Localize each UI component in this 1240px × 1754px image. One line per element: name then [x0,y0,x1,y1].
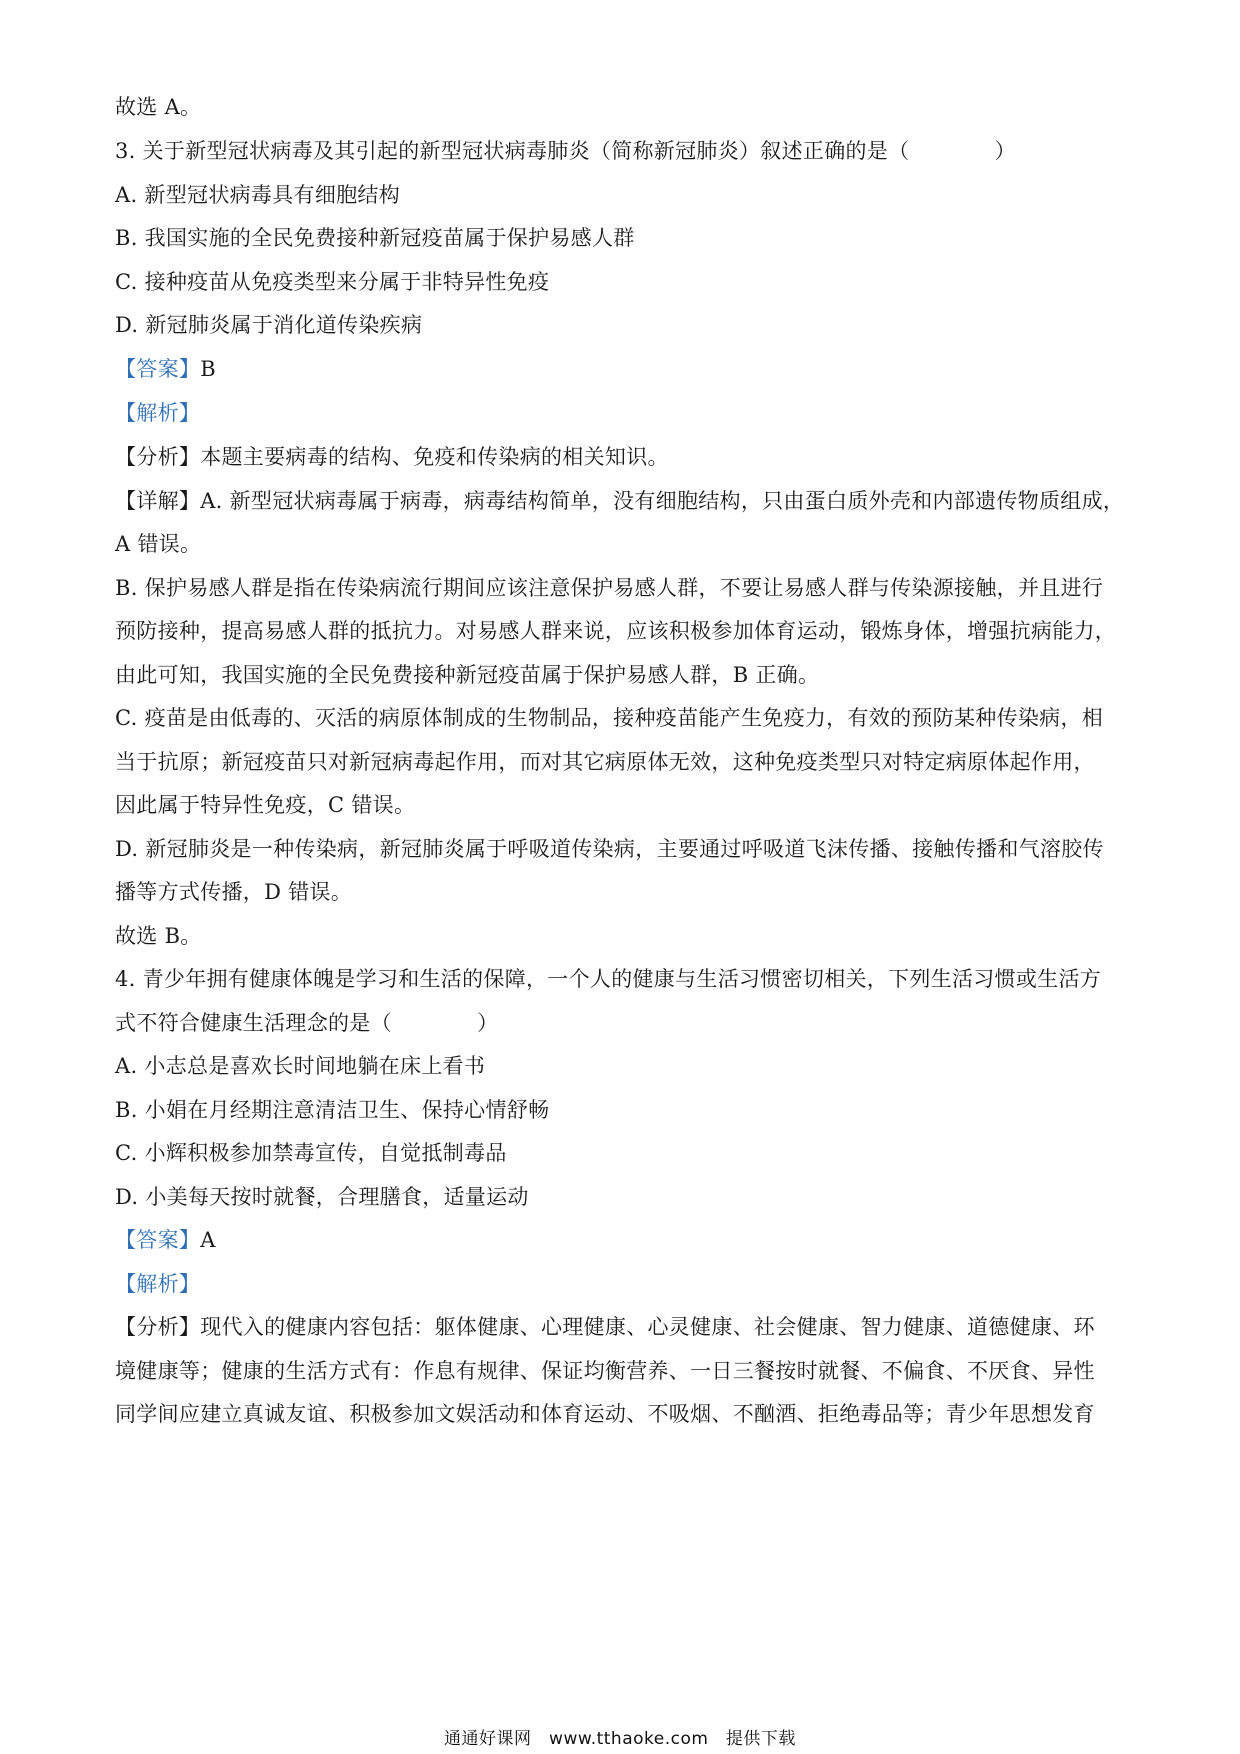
question-4-stem-cont: 式不符合健康生活理念的是（ ） [115,1011,499,1035]
text-line: 【分析】现代入的健康内容包括：躯体健康、心理健康、心灵健康、社会健康、智力健康、道德健康、环 [115,1315,1095,1339]
analysis-line [115,399,1135,427]
answer-tag: 【答案】 [115,1228,201,1252]
answer-tag: 【答案】 [115,357,201,381]
question-3-option-b: B. 我国实施的全民免费接种新冠疫苗属于保护易感人群 [115,226,635,250]
text-line: 故选 A。 [115,95,202,119]
answer-value: B [200,357,216,381]
question-3-option-c: C. 接种疫苗从免疫类型来分属于非特异性免疫 [115,270,550,294]
question-4-option-c: C. 小辉积极参加禁毒宣传，自觉抵制毒品 [115,1141,507,1165]
text-line: B. 保护易感人群是指在传染病流行期间应该注意保护易感人群，不要让易感人群与传染源接触，并且进行 [115,576,1104,600]
text-line: 因此属于特异性免疫，C 错误。 [115,793,416,817]
text-line: D. 新冠肺炎是一种传染病，新冠肺炎属于呼吸道传染病，主要通过呼吸道飞沫传播、接触传播和气溶胶传 [115,837,1104,861]
analysis-line [115,1270,1135,1298]
text-line: C. 疫苗是由低毒的、灭活的病原体制成的生物制品，接种疫苗能产生免疫力，有效的预防某种传染病，相 [115,706,1104,730]
question-3-option-d: D. 新冠肺炎属于消化道传染疾病 [115,313,423,337]
question-3-option-a: A. 新型冠状病毒具有细胞结构 [115,183,401,207]
answer-value: A [200,1228,216,1252]
question-4-option-a: A. 小志总是喜欢长时间地躺在床上看书 [115,1054,486,1078]
text-line: 预防接种，提高易感人群的抵抗力。对易感人群来说，应该积极参加体育运动，锻炼身体，增强抗病能力， [115,619,1117,643]
question-4-stem: 4. 青少年拥有健康体魄是学习和生活的保障，一个人的健康与生活习惯密切相关，下列生活习惯或生活方 [115,967,1102,991]
question-4-option-d: D. 小美每天按时就餐，合理膳食，适量运动 [115,1185,529,1209]
question-3-stem: 3. 关于新型冠状病毒及其引起的新型冠状病毒肺炎（简称新冠肺炎）叙述正确的是（ ） [115,139,1016,163]
text-line: 境健康等；健康的生活方式有：作息有规律、保证均衡营养、一日三餐按时就餐、不偏食、不厌食、异性 [115,1359,1095,1383]
analysis-tag: 【解析】 [115,1272,201,1296]
text-line: 由此可知，我国实施的全民免费接种新冠疫苗属于保护易感人群，B 正确。 [115,663,820,687]
text-line: 故选 B。 [115,924,202,948]
text-line: 播等方式传播，D 错误。 [115,880,353,904]
answer-line [115,1226,1135,1254]
question-4-option-b: B. 小娟在月经期注意清洁卫生、保持心情舒畅 [115,1098,550,1122]
text-line: 【分析】本题主要病毒的结构、免疫和传染病的相关知识。 [115,445,669,469]
answer-line [115,355,1135,383]
text-line: 【详解】A. 新型冠状病毒属于病毒，病毒结构简单，没有细胞结构，只由蛋白质外壳和内部遗传物质组成， [115,489,1125,513]
page-footer: 通通好课网 www.tthaoke.com 提供下载 [444,1729,796,1749]
text-line: 同学间应建立真诚友谊、积极参加文娱活动和体育运动、不吸烟、不酗酒、拒绝毒品等；青少年思想发育 [115,1402,1095,1426]
text-line: A 错误。 [115,532,202,556]
analysis-tag: 【解析】 [115,401,201,425]
text-line: 当于抗原；新冠疫苗只对新冠病毒起作用，而对其它病原体无效，这种免疫类型只对特定病原体起作用， [115,750,1095,774]
